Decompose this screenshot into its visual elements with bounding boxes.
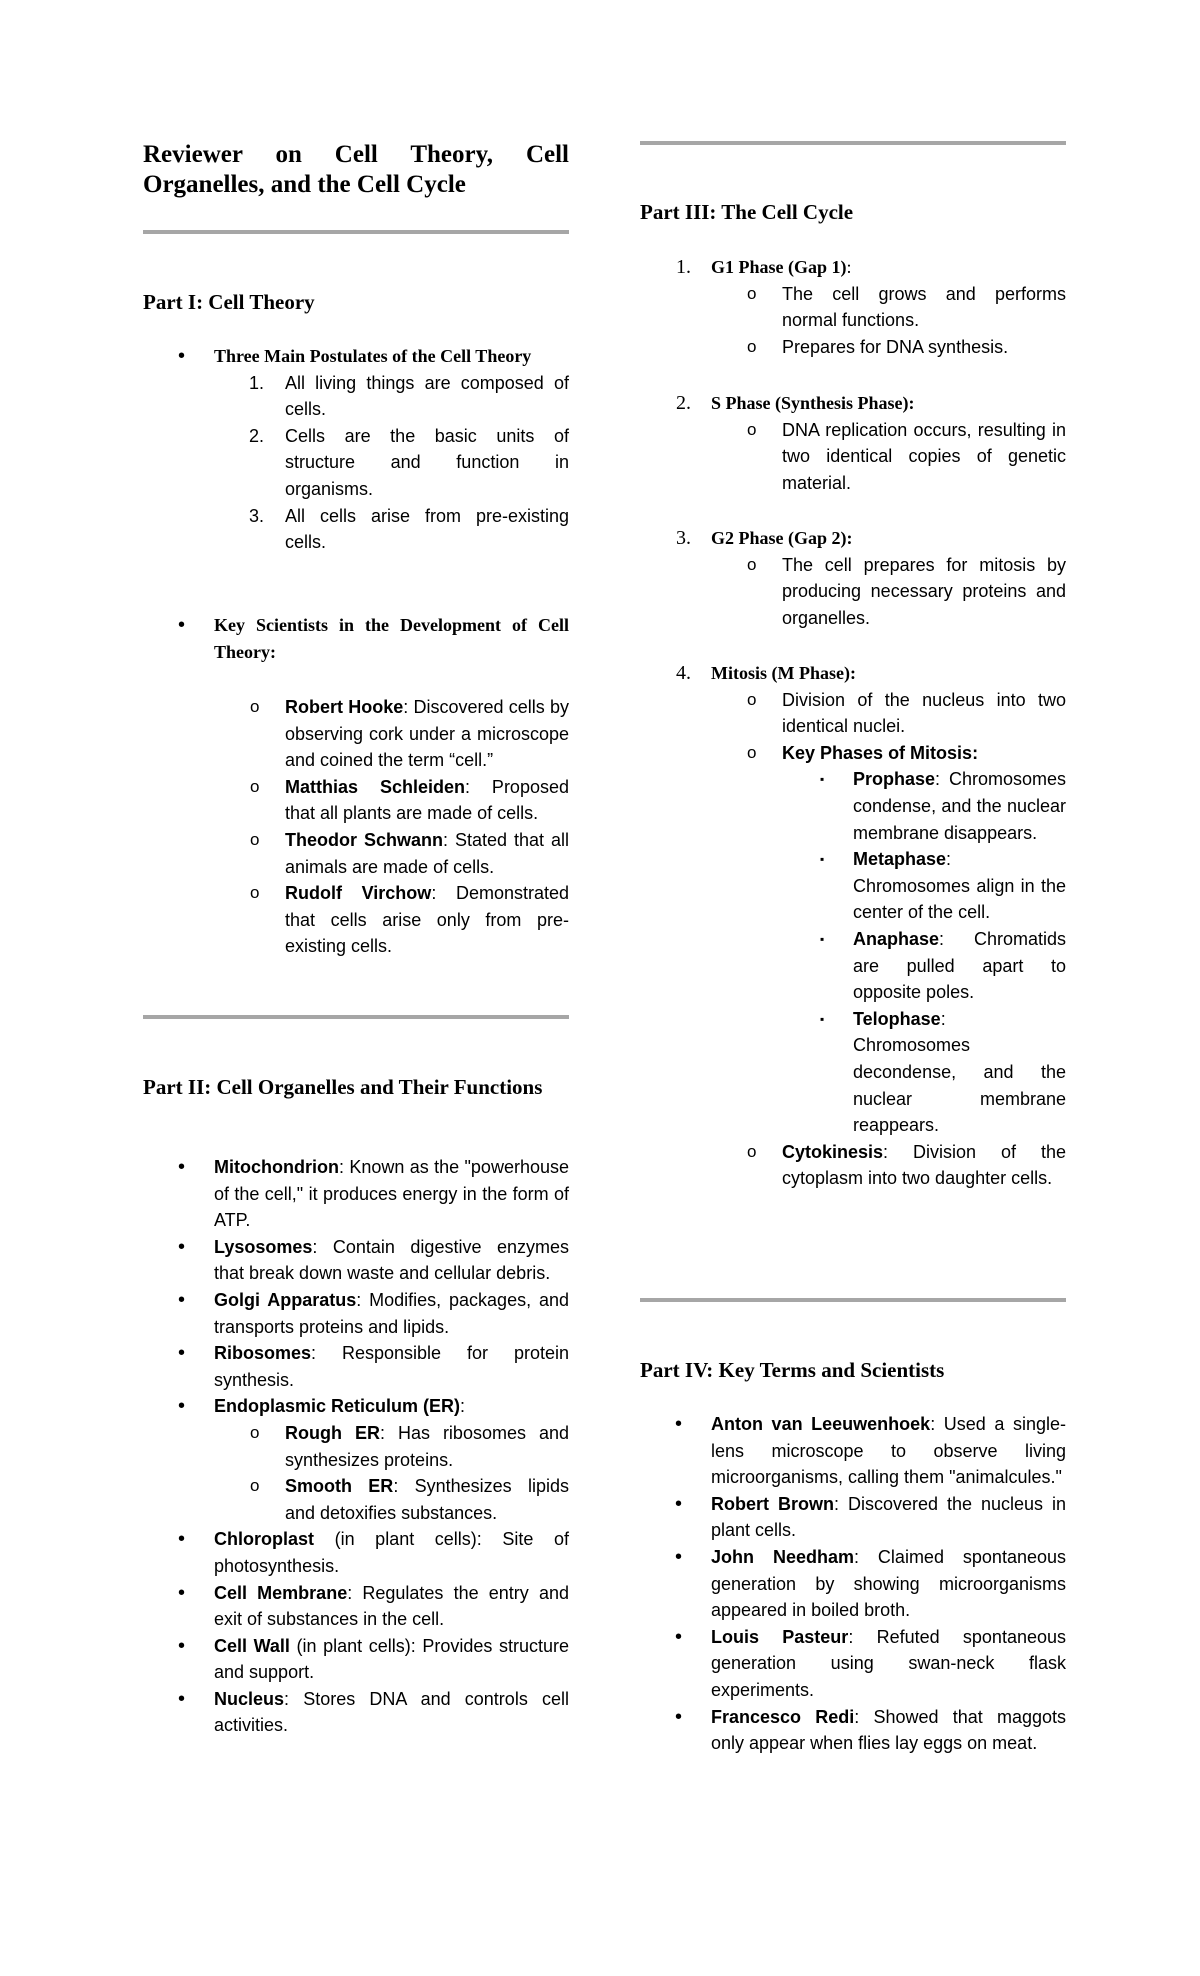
- phase-item: [640, 254, 1066, 281]
- phase-sub-text: Division of the nucleus into two identical nuclei.: [782, 689, 1066, 737]
- organelle-item: [143, 1340, 569, 1393]
- mitosis-phase-item: [640, 1006, 1066, 1139]
- bullet-marker: •: [178, 1395, 186, 1418]
- key-term-desc: : Refuted spontaneous generation using swan-neck flask experiments.: [711, 1626, 1066, 1700]
- organelle-item: [143, 1580, 569, 1633]
- key-term-name: John Needham: [711, 1546, 854, 1567]
- phase-number: 2.: [676, 392, 691, 414]
- part3-heading: Part III: The Cell Cycle: [640, 200, 854, 224]
- organelle-item: [143, 1234, 569, 1287]
- scientist-desc: : Proposed that all plants are made of cells.: [285, 776, 569, 824]
- divider-rule: [640, 141, 1066, 145]
- scientists-heading-item: [143, 612, 569, 665]
- scientist-item: [143, 774, 569, 827]
- divider-rule: [640, 1298, 1066, 1302]
- postulate-text: All living things are composed of cells.: [285, 372, 569, 420]
- key-term-desc: : Showed that maggots only appear when flies lay eggs on meat.: [711, 1706, 1066, 1754]
- divider-rule: [143, 230, 569, 234]
- circle-marker: o: [250, 697, 260, 716]
- circle-marker: o: [250, 1422, 260, 1442]
- phase-sub-item: [640, 417, 1066, 497]
- postulates-heading: Three Main Postulates of the Cell Theory: [214, 346, 532, 366]
- mitosis-phase-desc: : Chromosomes condense, and the nuclear membrane disappears.: [853, 769, 1066, 843]
- bullet-marker: •: [178, 1581, 186, 1604]
- g2-phase: [640, 525, 1066, 631]
- phase-number: 1.: [676, 256, 691, 278]
- organelle-item: [143, 1154, 569, 1234]
- scientist-item: [143, 827, 569, 880]
- er-sub-desc: : Synthesizes lipids and detoxifies substances.: [285, 1476, 569, 1523]
- mitosis-phase-item: [640, 926, 1066, 1006]
- phase-item: [640, 390, 1066, 417]
- scientist-name: Theodor Schwann: [285, 829, 443, 850]
- mitosis-phases-label: Key Phases of Mitosis:: [782, 742, 979, 763]
- circle-marker: o: [747, 283, 757, 303]
- bullet-marker: •: [178, 345, 186, 367]
- phase-number: 3.: [676, 527, 691, 549]
- organelle-name: Cell Membrane: [214, 1582, 348, 1603]
- phase-item: [640, 525, 1066, 552]
- phase-label: S Phase (Synthesis Phase):: [711, 393, 915, 413]
- key-term-item: [640, 1411, 1066, 1491]
- square-marker: ▪: [820, 852, 825, 867]
- mitosis-phase-item: [640, 766, 1066, 846]
- phase-sub-item: [640, 740, 1066, 767]
- divider-rule: [143, 1015, 569, 1019]
- cytokinesis-name: Cytokinesis: [782, 1141, 884, 1162]
- scientist-desc: : Stated that all animals are made of cells.: [285, 829, 569, 877]
- phase-sub-item: [640, 1139, 1066, 1192]
- postulate-item: [143, 423, 569, 503]
- phase-item: [640, 660, 1066, 687]
- postulates-heading-item: [143, 343, 569, 370]
- cytokinesis-desc: : Division of the cytoplasm into two daughter cells.: [782, 1141, 1066, 1189]
- organelle-name: Golgi Apparatus: [214, 1289, 357, 1310]
- scientist-desc: : Discovered cells by observing cork under a microscope and coined the term “cell.”: [285, 697, 569, 771]
- bullet-marker: •: [178, 614, 186, 636]
- scientist-name: Robert Hooke: [285, 697, 404, 717]
- scientist-name: Rudolf Virchow: [285, 883, 432, 904]
- organelle-name: Ribosomes: [214, 1343, 312, 1364]
- circle-marker: o: [747, 742, 757, 762]
- phase-label: G2 Phase (Gap 2):: [711, 528, 853, 548]
- organelle-desc: :: [460, 1396, 466, 1417]
- bullet-marker: •: [178, 1235, 186, 1258]
- scientist-item: [143, 880, 569, 960]
- phase-sub-item: [640, 687, 1066, 740]
- phase-sub-text: The cell prepares for mitosis by producing necessary proteins and organelles.: [782, 554, 1066, 628]
- phase-sub-text: Prepares for DNA synthesis.: [782, 336, 1009, 357]
- document-title: Reviewer on Cell Theory, Cell Organelles, and the Cell Cycle: [143, 141, 569, 198]
- bullet-marker: •: [178, 1528, 186, 1551]
- list-number: 3.: [249, 505, 265, 526]
- circle-marker: o: [250, 1476, 260, 1496]
- phase-sub-text: DNA replication occurs, resulting in two identical copies of genetic material.: [782, 419, 1066, 493]
- organelle-name: Chloroplast: [214, 1529, 315, 1550]
- phase-label: Mitosis (M Phase):: [711, 663, 856, 683]
- organelle-name: Endoplasmic Reticulum (ER): [214, 1396, 461, 1417]
- bullet-marker: •: [675, 1625, 683, 1648]
- bullet-marker: •: [178, 1687, 186, 1710]
- bullet-marker: •: [675, 1492, 683, 1515]
- g1-phase: [640, 254, 1066, 360]
- organelle-item: [143, 1633, 569, 1686]
- key-term-name: Robert Brown: [711, 1493, 834, 1514]
- mitosis-phase-name: Prophase: [853, 769, 936, 790]
- key-term-item: [640, 1491, 1066, 1544]
- phase-sub-item: [640, 281, 1066, 334]
- organelle-item: [143, 1526, 569, 1579]
- mitosis-phase: [640, 660, 1066, 1192]
- mitosis-phase-name: Anaphase: [853, 928, 940, 949]
- circle-marker: o: [250, 829, 260, 849]
- phase-colon: :: [846, 257, 852, 277]
- organelle-name: Cell Wall: [214, 1635, 290, 1656]
- organelle-desc: : Modifies, packages, and transports proteins and lipids.: [214, 1289, 569, 1337]
- key-term-item: [640, 1624, 1066, 1704]
- key-term-desc: : Claimed spontaneous generation by showing microorganisms appeared in boiled broth.: [711, 1546, 1066, 1621]
- list-number: 1.: [249, 372, 265, 393]
- organelle-desc: : Contain digestive enzymes that break down waste and cellular debris.: [214, 1236, 569, 1284]
- key-term-desc: : Used a single-lens microscope to observe living microorganisms, calling them "animalcules.": [711, 1414, 1067, 1488]
- part2-heading: Part II: Cell Organelles and Their Functions: [143, 1075, 543, 1099]
- organelle-name: Mitochondrion: [214, 1157, 339, 1177]
- bullet-marker: •: [675, 1705, 683, 1728]
- key-term-item: [640, 1544, 1066, 1624]
- er-sub-item: [143, 1420, 569, 1473]
- s-phase: [640, 390, 1066, 496]
- bullet-marker: •: [178, 1156, 186, 1178]
- scientists-list: [143, 694, 569, 960]
- mitosis-phase-desc: : Chromosomes decondense, and the nuclear membrane reappears.: [853, 1008, 1066, 1136]
- phase-number: 4.: [676, 662, 691, 684]
- scientists-heading: Key Scientists in the Development of Cell Theory:: [214, 615, 569, 662]
- circle-marker: o: [747, 419, 757, 439]
- list-number: 2.: [249, 425, 265, 446]
- circle-marker: o: [747, 336, 757, 356]
- square-marker: ▪: [820, 931, 825, 946]
- mitosis-phase-desc: : Chromosomes align in the center of the cell.: [853, 849, 1066, 923]
- postulate-text: All cells arise from pre-existing cells.: [285, 505, 569, 553]
- key-term-name: Francesco Redi: [711, 1706, 855, 1727]
- key-term-name: Anton van Leeuwenhoek: [711, 1414, 931, 1434]
- bullet-marker: •: [675, 1413, 683, 1435]
- postulates-section: [143, 343, 569, 556]
- mitosis-phase-item: [640, 846, 1066, 926]
- circle-marker: o: [250, 776, 260, 796]
- organelle-name: Nucleus: [214, 1688, 285, 1709]
- key-term-desc: : Discovered the nucleus in plant cells.: [711, 1493, 1066, 1541]
- key-term-name: Louis Pasteur: [711, 1626, 849, 1647]
- organelle-desc: : Stores DNA and controls cell activities.: [214, 1688, 569, 1736]
- organelle-desc: (in plant cells): Site of photosynthesis.: [214, 1529, 569, 1576]
- organelle-desc: (in plant cells): Provides structure and support.: [214, 1635, 569, 1683]
- organelles-list: [143, 1154, 569, 1739]
- organelle-desc: : Known as the "powerhouse of the cell," it produces energy in the form of ATP.: [214, 1157, 569, 1231]
- postulate-text: Cells are the basic units of structure and function in organisms.: [285, 425, 569, 499]
- scientist-name: Matthias Schleiden: [285, 776, 465, 797]
- square-marker: ▪: [820, 772, 825, 787]
- phase-label: G1 Phase (Gap 1): [711, 257, 847, 277]
- organelle-desc: : Regulates the entry and exit of substances in the cell.: [214, 1582, 569, 1630]
- er-sub-name: Smooth ER: [285, 1476, 394, 1497]
- organelle-item: [143, 1393, 569, 1420]
- circle-marker: o: [747, 1141, 757, 1161]
- er-sub-item: [143, 1473, 569, 1526]
- mitosis-phase-name: Metaphase: [853, 849, 947, 870]
- bullet-marker: •: [178, 1342, 186, 1365]
- phase-sub-item: [640, 552, 1066, 632]
- square-marker: ▪: [820, 1011, 825, 1026]
- phase-sub-item: [640, 334, 1066, 361]
- part1-heading: Part I: Cell Theory: [143, 290, 315, 314]
- scientist-desc: : Demonstrated that cells arise only from pre-existing cells.: [285, 883, 570, 957]
- part4-heading: Part IV: Key Terms and Scientists: [640, 1358, 945, 1382]
- er-sub-name: Rough ER: [285, 1422, 380, 1443]
- key-terms-list: [640, 1411, 1066, 1757]
- mitosis-phase-desc: : Chromatids are pulled apart to opposite poles.: [853, 928, 1066, 1003]
- organelle-item: [143, 1686, 569, 1739]
- bullet-marker: •: [178, 1288, 186, 1311]
- er-sub-desc: : Has ribosomes and synthesizes proteins.: [285, 1422, 569, 1470]
- postulate-item: [143, 503, 569, 556]
- scientists-section: [143, 612, 569, 665]
- circle-marker: o: [250, 883, 260, 903]
- postulate-item: [143, 370, 569, 423]
- circle-marker: o: [747, 689, 757, 709]
- bullet-marker: •: [675, 1545, 683, 1568]
- scientist-item: [143, 694, 569, 774]
- organelle-item: [143, 1287, 569, 1340]
- organelle-name: Lysosomes: [214, 1236, 313, 1257]
- organelle-desc: : Responsible for protein synthesis.: [214, 1343, 569, 1390]
- mitosis-phase-name: Telophase: [853, 1008, 941, 1029]
- bullet-marker: •: [178, 1634, 186, 1657]
- circle-marker: o: [747, 554, 757, 574]
- key-term-item: [640, 1704, 1066, 1757]
- phase-sub-text: The cell grows and performs normal functions.: [782, 283, 1066, 331]
